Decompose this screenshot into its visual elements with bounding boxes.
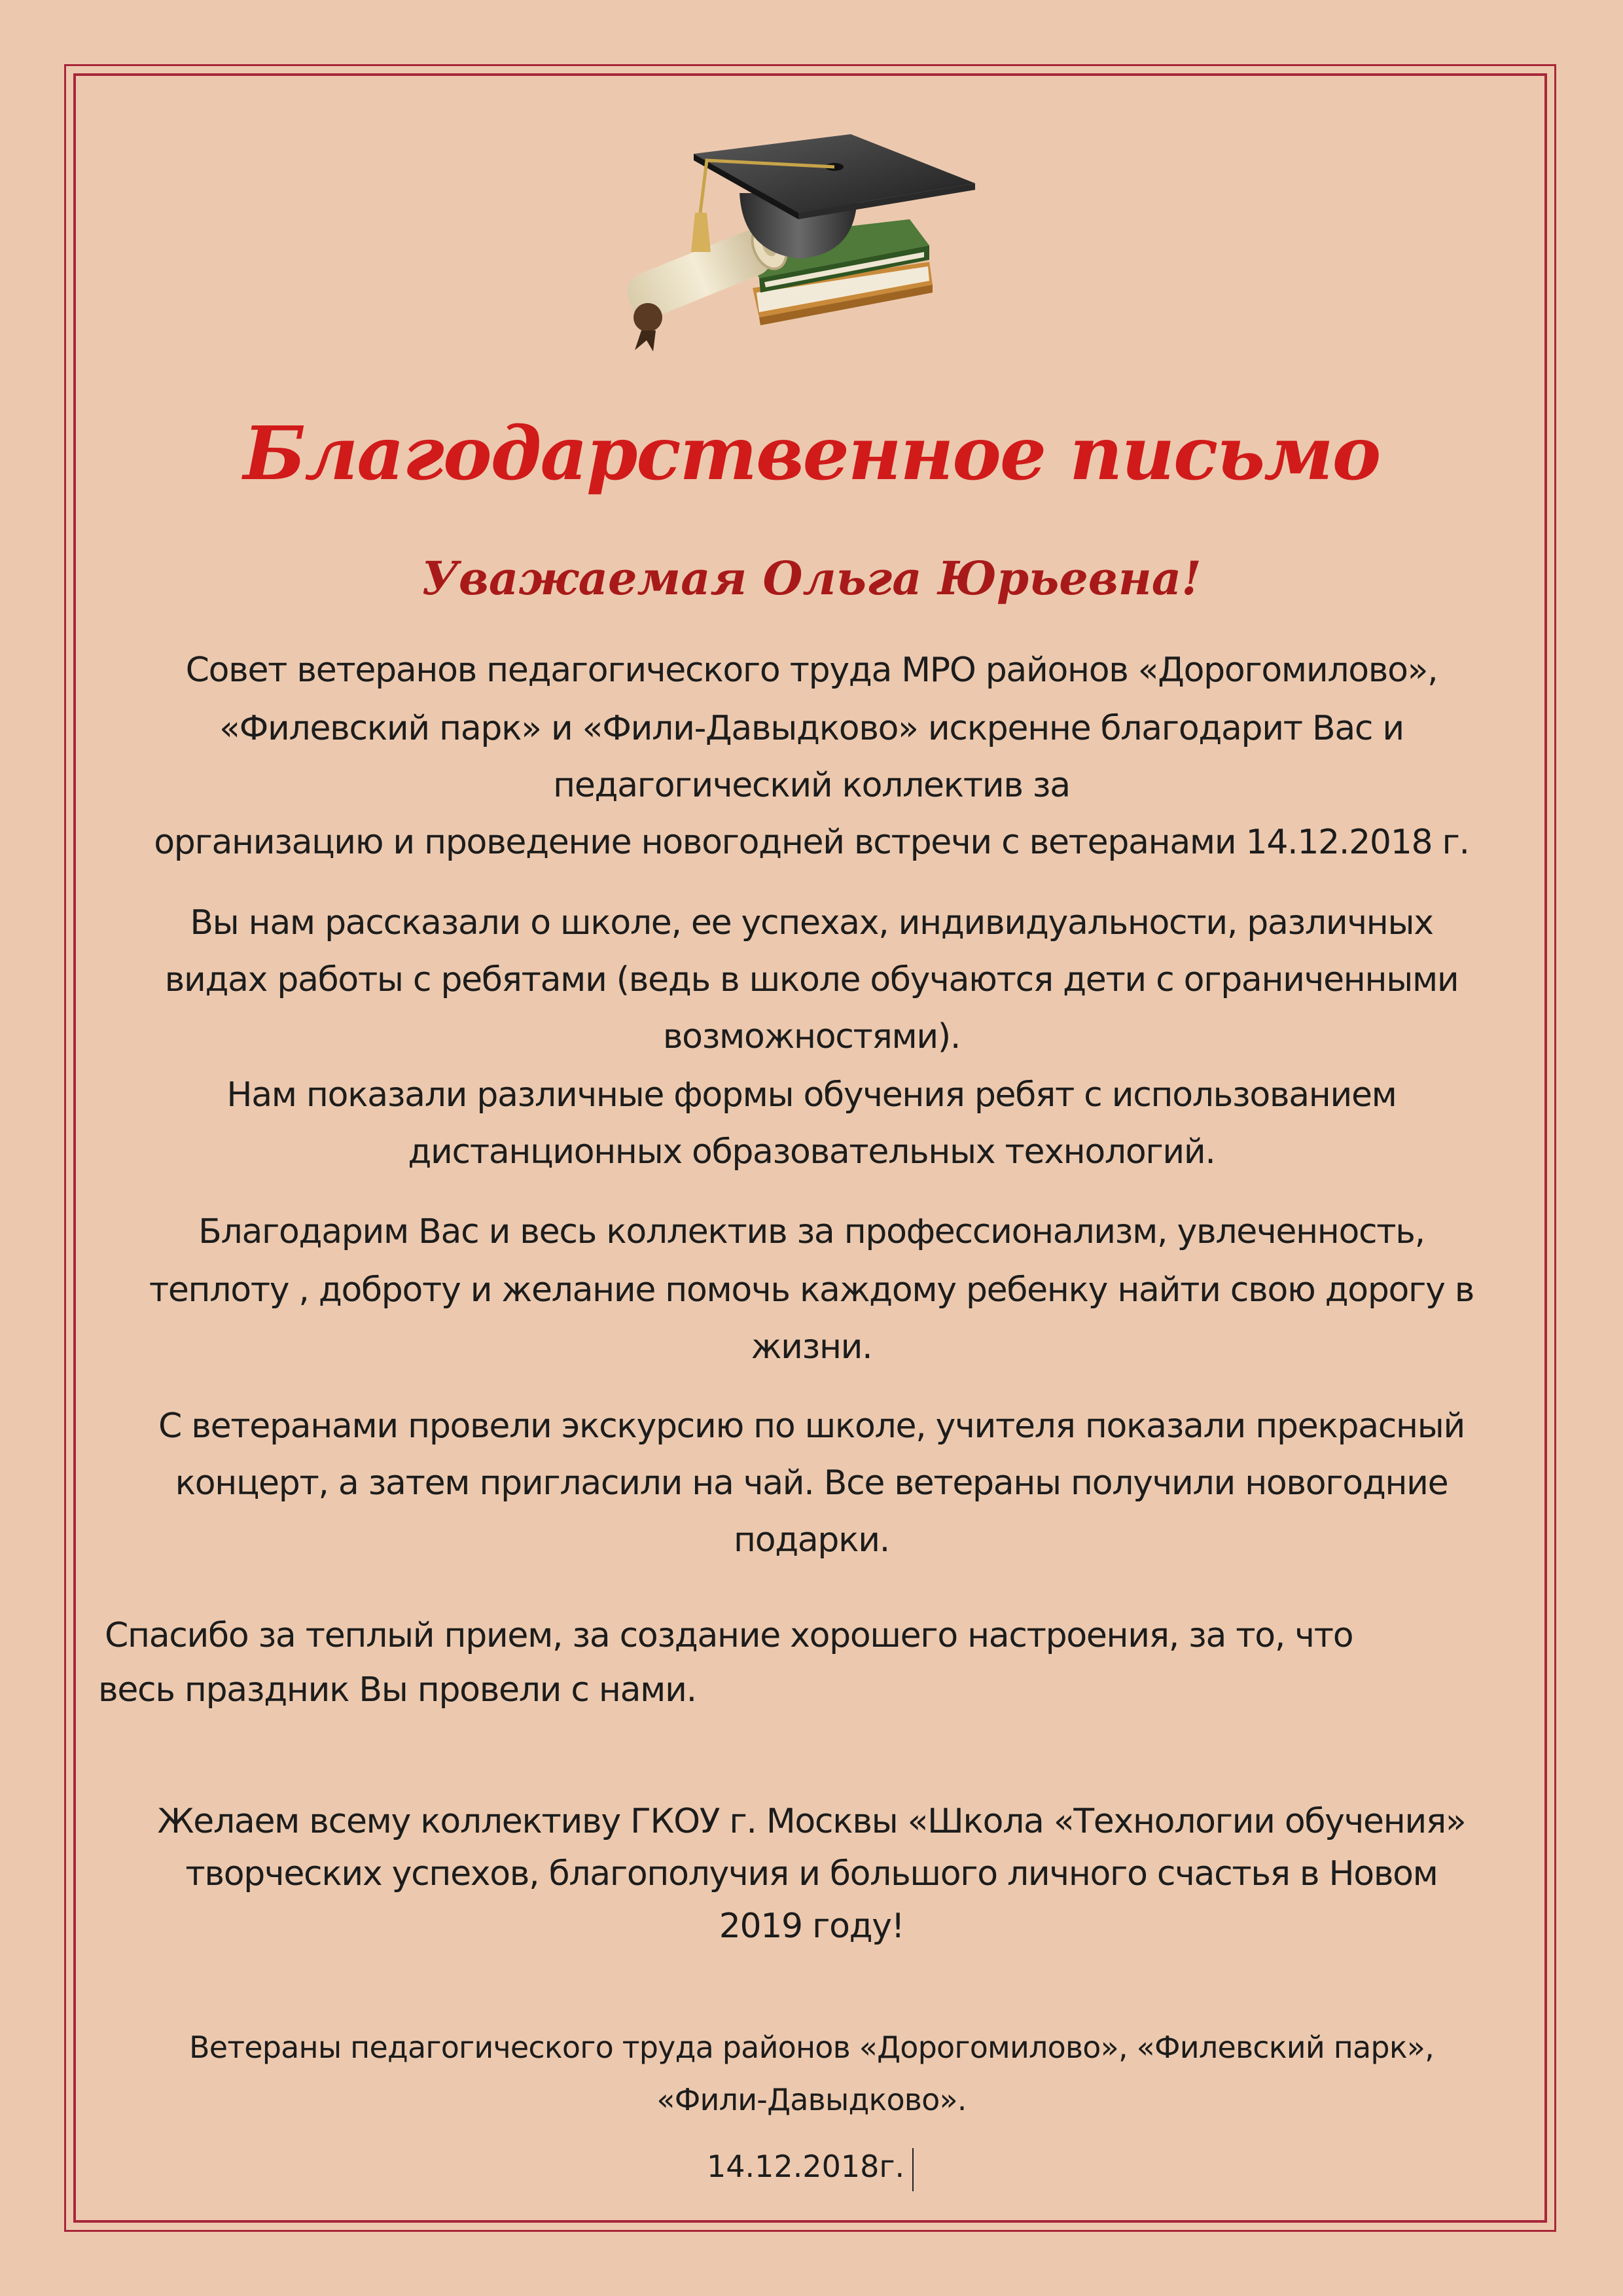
- graduation-cap-books-scroll-icon: [602, 121, 982, 357]
- paragraph-line: педагогический коллектив за: [553, 766, 1070, 805]
- paragraph-line: творческих успехов, благополучия и большого личного счастья в Новом: [185, 1854, 1438, 1893]
- paragraph-line: теплоту , доброту и желание помочь каждому ребенку найти свою дорогу в: [149, 1270, 1474, 1310]
- signature-line: Ветераны педагогического труда районов «Дорогомилово», «Филевский парк»,: [189, 2030, 1434, 2065]
- paragraph-line: Благодарим Вас и весь коллектив за профессионализм, увлеченность,: [198, 1212, 1425, 1251]
- paragraph-line: Спасибо за теплый прием, за создание хорошего настроения, за то, что: [105, 1616, 1353, 1655]
- paragraph-line: Вы нам рассказали о школе, ее успехах, индивидуальности, различных: [190, 903, 1433, 942]
- signature-line: «Фили-Давыдково».: [656, 2082, 967, 2117]
- paragraph-line: Нам показали различные формы обучения ребят с использованием: [226, 1075, 1397, 1115]
- salutation: Уважаемая Ольга Юрьевна!: [421, 551, 1202, 605]
- paragraph-line: дистанционных образовательных технологий.: [408, 1132, 1215, 1172]
- paragraph-line: «Филевский парк» и «Фили-Давыдково» искренне благодарит Вас и: [219, 709, 1404, 748]
- page-title: Благодарственное письмо: [243, 411, 1380, 497]
- text-cursor: [912, 2148, 914, 2191]
- paragraph-line: С ветеранами провели экскурсию по школе, учителя показали прекрасный: [158, 1407, 1465, 1446]
- paragraph-line: Совет ветеранов педагогического труда МРО районов «Дорогомилово»,: [185, 651, 1438, 690]
- paragraph-line: весь праздник Вы провели с нами.: [98, 1670, 696, 1710]
- paragraph-line: видах работы с ребятами (ведь в школе обучаются дети с ограниченными: [164, 960, 1459, 999]
- paragraph-line: жизни.: [751, 1327, 872, 1367]
- signature-date: 14.12.2018г.: [707, 2149, 905, 2184]
- paragraph-line: 2019 году!: [719, 1907, 904, 1946]
- paragraph-line: Желаем всему коллективу ГКОУ г. Москвы «Школа «Технологии обучения»: [157, 1802, 1466, 1841]
- paragraph-line: концерт, а затем пригласили на чай. Все ветераны получили новогодние: [175, 1463, 1448, 1503]
- paragraph-line: возможностями).: [662, 1017, 961, 1056]
- paragraph-line: организацию и проведение новогодней встречи с ветеранами 14.12.2018 г.: [154, 823, 1469, 862]
- paragraph-line: подарки.: [734, 1520, 889, 1560]
